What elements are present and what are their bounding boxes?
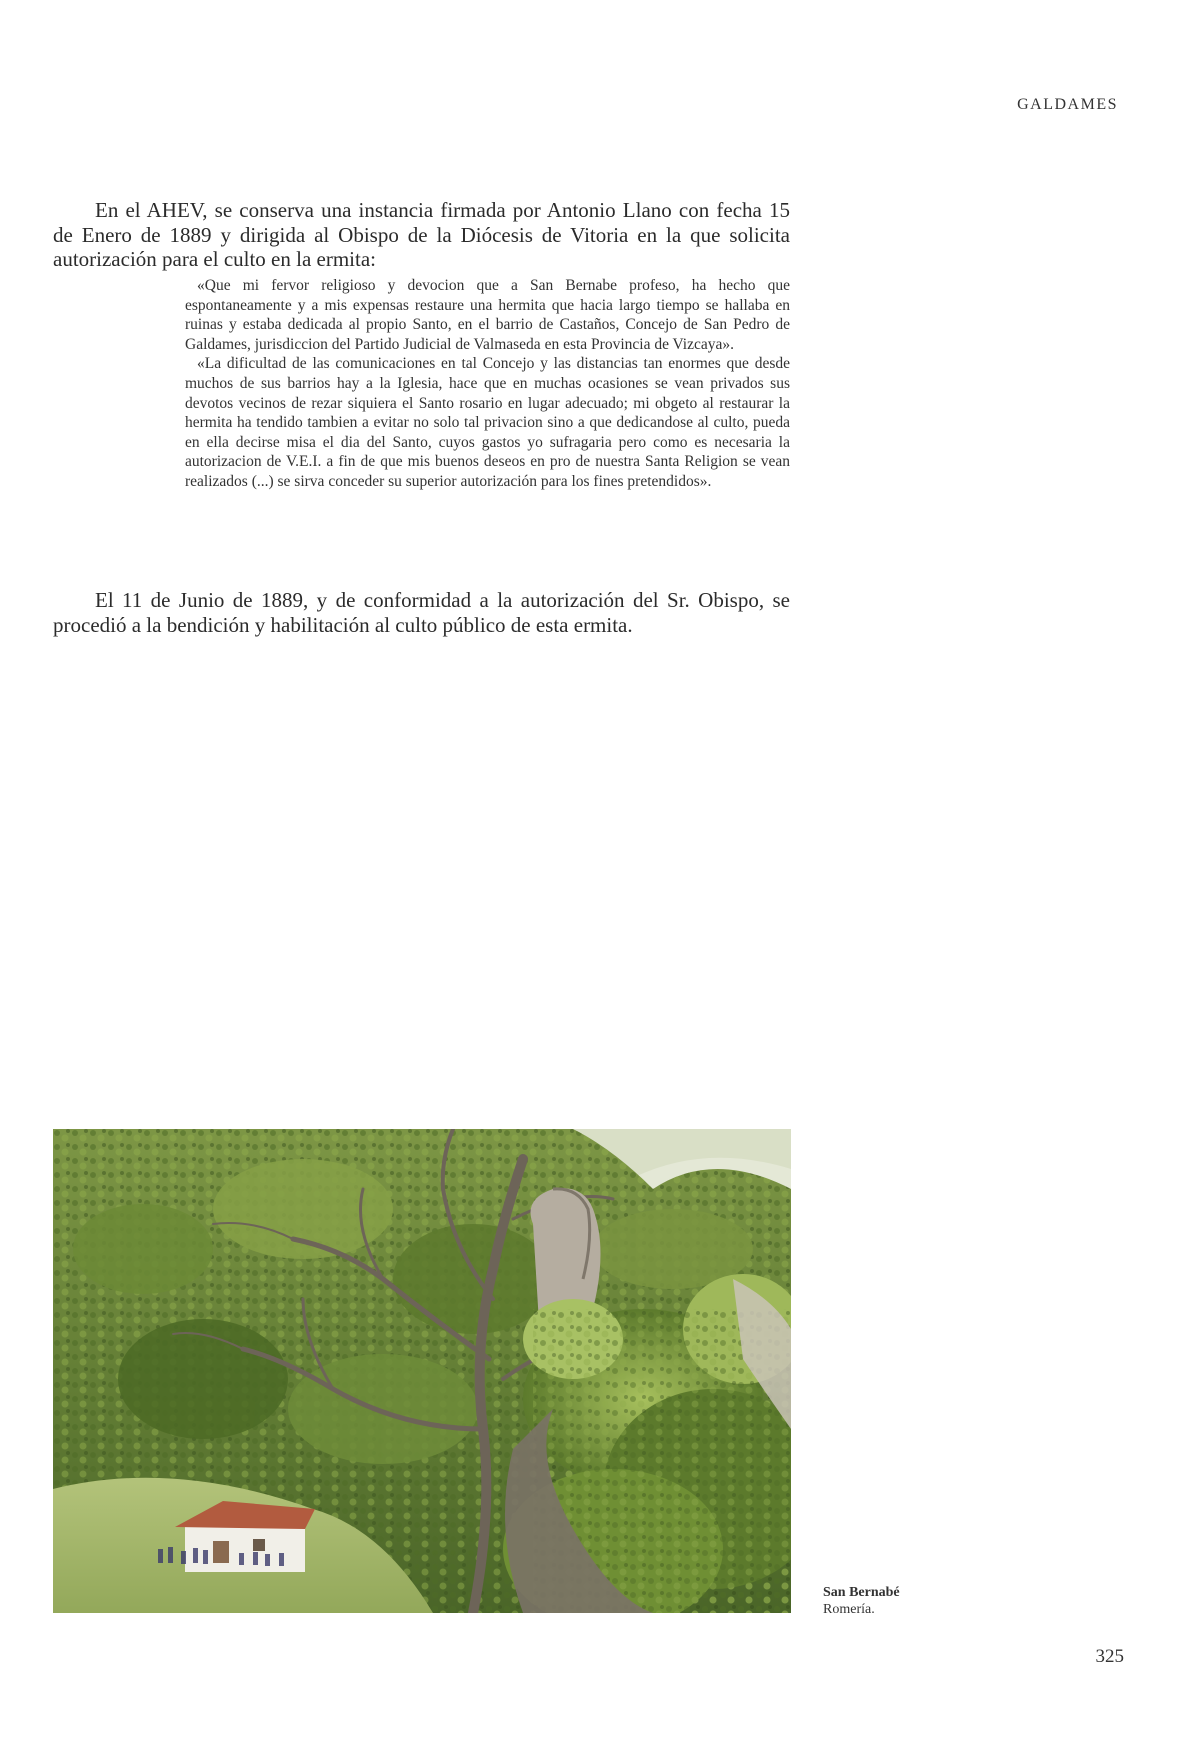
block-quote: [185, 276, 790, 492]
caption-title: San Bernabé: [823, 1585, 900, 1600]
body-paragraph-conclusion: [53, 588, 790, 637]
hermitage-photo: [53, 1129, 791, 1613]
photo-caption: [823, 1584, 900, 1618]
quote-paragraph-2: «La dificultad de las comunicaciones en tal Concejo y las distancias tan enormes que desde muchos de sus barrios hay a la Iglesia, hace que en muchas ocasiones se vean privados sus devotos vecinos de rezar siquiera el Santo rosario en lugar adecuado; mi obgeto al restaurar la hermita ha tendido tambien a evitar no solo tal privacion sino a que dedicandose al culto, pueda en ella decirse misa el dia del Santo, cuyos gastos yo sufragaria pero como es necesaria la autorizacion de V.E.I. a fin de que mis buenos deseos en pro de nuestra Santa Religion se vean realizados (...) se sirva conceder su superior autorización para los fines pretendidos».: [185, 355, 790, 490]
body-paragraph-intro-text: En el AHEV, se conserva una instancia firmada por Antonio Llano con fecha 15 de Enero de 1889 y dirigida al Obispo de la Diócesis de Vitoria en la que solicita autorización para el culto en la ermita:: [53, 198, 790, 271]
page-number: 325: [1095, 1646, 1124, 1667]
quote-paragraph-1: «Que mi fervor religioso y devocion que a San Bernabe profeso, ha hecho que espontaneamente y a mis expensas restaure una hermita que hacia largo tiempo se hallaba en ruinas y estaba dedicada al propio Santo, en el barrio de Castaños, Concejo de San Pedro de Galdames, jurisdiccion del Partido Judicial de Valmaseda en esta Provincia de Vizcaya».: [185, 277, 790, 353]
body-paragraph-conclusion-text: El 11 de Junio de 1889, y de conformidad a la autorización del Sr. Obispo, se procedió a la bendición y habilitación al culto público de esta ermita.: [53, 588, 790, 637]
running-head: GALDAMES: [1017, 96, 1118, 113]
caption-subtitle: Romería.: [823, 1602, 875, 1617]
body-paragraph-intro: [53, 198, 790, 272]
